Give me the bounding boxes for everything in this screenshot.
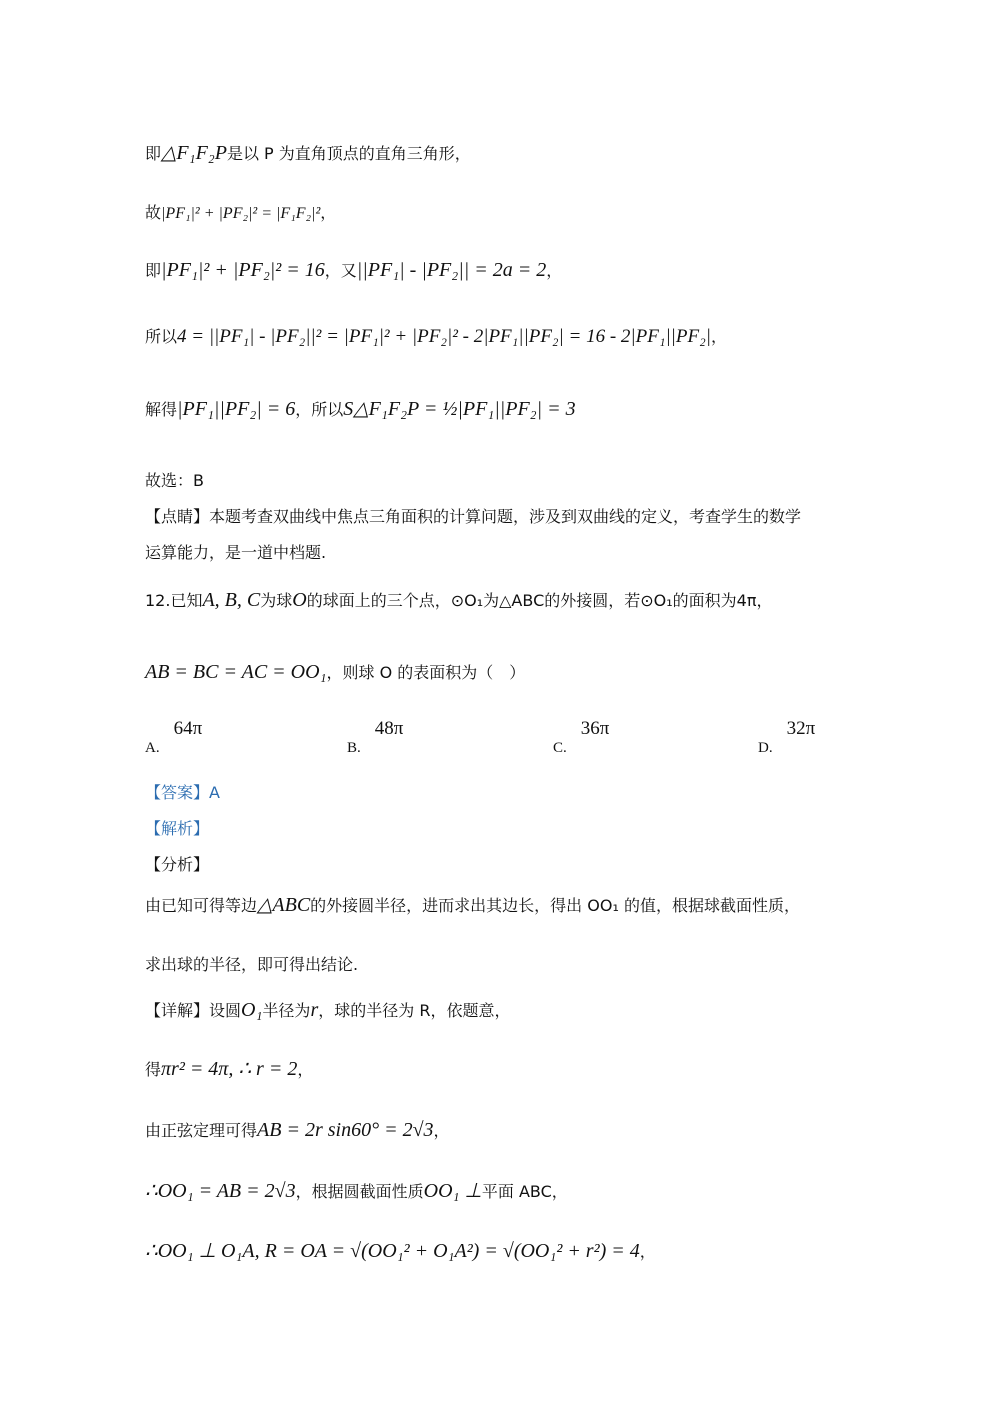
- line-text: 由正弦定理可得: [145, 1121, 258, 1140]
- line-rest: ，: [297, 1060, 314, 1079]
- line-rest: 是以 P 为直角顶点的直角三角形，: [226, 144, 471, 163]
- line-mid: 半径为: [262, 1001, 311, 1020]
- math-expr: △F₁F₂P: [161, 142, 227, 164]
- text-line: [145, 998, 510, 1022]
- line-mid: ，根据圆截面性质: [295, 1182, 424, 1201]
- option-label: A.: [145, 740, 160, 756]
- math-expr: πr² = 4π, ∴ r = 2: [161, 1058, 298, 1080]
- option-c: [553, 718, 609, 757]
- math-expr: r: [310, 999, 319, 1021]
- line-text: 故: [145, 203, 162, 222]
- text-line: [145, 504, 801, 527]
- text-line: [145, 200, 336, 223]
- line-rest: ，球的半径为 R，依题意，: [318, 1001, 511, 1020]
- line-text: 解得: [145, 400, 178, 419]
- option-a: [145, 718, 202, 757]
- option-label: D.: [758, 740, 773, 756]
- math-expr: A, B, C: [202, 589, 261, 611]
- text-line: [145, 1118, 450, 1142]
- line-text: 【详解】设圆: [145, 1001, 242, 1020]
- math-expr: O₁: [241, 999, 263, 1021]
- option-value: 36π: [580, 718, 610, 739]
- line-text: 由已知可得等边: [145, 896, 258, 915]
- line-rest: 平面 ABC，: [481, 1182, 568, 1201]
- math-expr: S△F₁F₂P = ½|PF₁||PF₂| = 3: [343, 398, 576, 420]
- line-rest: ，则球 O 的表面积为（ ）: [326, 663, 526, 682]
- question-stem: [145, 588, 772, 612]
- text-line: [145, 468, 204, 491]
- option-label: C.: [553, 740, 567, 756]
- line-text: 求出球的半径，即可得出结论.: [145, 955, 359, 974]
- line-rest: ，: [320, 203, 337, 222]
- text-line: [145, 1056, 313, 1081]
- math-expr: |PF₁|² + |PF₂|² = |F₁F₂|²: [161, 205, 321, 222]
- text-line: [145, 892, 800, 917]
- line-rest: 的球面上的三个点，⊙O₁为△ABC的外接圆，若⊙O₁的面积为4π，: [306, 591, 773, 610]
- math-expr: AB = 2r sin60° = 2√3: [257, 1119, 434, 1141]
- line-rest: ，: [710, 327, 727, 346]
- option-b: [347, 718, 403, 757]
- text-line: [145, 952, 358, 975]
- line-text: 即: [145, 261, 162, 280]
- option-value: 32π: [786, 718, 816, 739]
- text-line: [145, 258, 562, 282]
- text-line: [145, 1178, 568, 1203]
- line-text: 所以: [145, 327, 178, 346]
- line-rest: ，: [546, 261, 563, 280]
- line-mid: ，又: [324, 261, 357, 280]
- line-text: 运算能力，是一道中档题.: [145, 543, 327, 562]
- text-line: [145, 540, 326, 563]
- answer-heading: 【答案】A: [145, 783, 220, 802]
- line-rest: ，: [433, 1121, 450, 1140]
- option-value: 64π: [173, 718, 203, 739]
- math-expr: △ABC: [257, 894, 311, 916]
- math-expr: ∴OO₁ = AB = 2√3: [145, 1180, 296, 1202]
- line-mid: 为球: [260, 591, 293, 610]
- text-line: [145, 1238, 656, 1263]
- math-expr: 4 = ||PF₁| - |PF₂||² = |PF₁|² + |PF₂|² - 2|PF₁||PF₂| = 16 - 2|PF₁||PF₂|: [177, 326, 711, 347]
- math-expr: AB = BC = AC = OO₁: [145, 661, 327, 683]
- text-line: [145, 324, 727, 348]
- math-expr: |PF₁||PF₂| = 6: [177, 398, 296, 420]
- math-expr: ∴OO₁ ⊥ O₁A, R = OA = √(OO₁² + O₁A²) = √(OO₁² + r²) = 4: [145, 1240, 640, 1262]
- option-d: [758, 718, 815, 757]
- line-text: 得: [145, 1060, 162, 1079]
- line-text: 12.已知: [145, 591, 203, 610]
- line-text: 即: [145, 144, 162, 163]
- line-text: 【点睛】本题考查双曲线中焦点三角面积的计算问题，涉及到双曲线的定义，考查学生的数学: [145, 507, 802, 526]
- math-expr: OO₁ ⊥: [423, 1180, 482, 1202]
- text-line: [145, 396, 576, 421]
- math-expr: ||PF₁| - |PF₂|| = 2a = 2: [356, 259, 547, 281]
- math-expr: O: [292, 589, 307, 611]
- line-mid: ，所以: [295, 400, 344, 419]
- analysis-heading: 【解析】: [145, 819, 210, 838]
- line-text: 故选：B: [145, 471, 204, 490]
- math-expr: |PF₁|² + |PF₂|² = 16: [161, 259, 325, 281]
- text-line: [145, 140, 471, 165]
- option-value: 48π: [374, 718, 404, 739]
- question-stem: [145, 660, 525, 684]
- line-rest: ，: [639, 1242, 656, 1261]
- line-rest: 的外接圆半径，进而求出其边长，得出 OO₁ 的值，根据球截面性质，: [310, 896, 800, 915]
- fenxi-heading: 【分析】: [145, 855, 210, 874]
- option-label: B.: [347, 740, 361, 756]
